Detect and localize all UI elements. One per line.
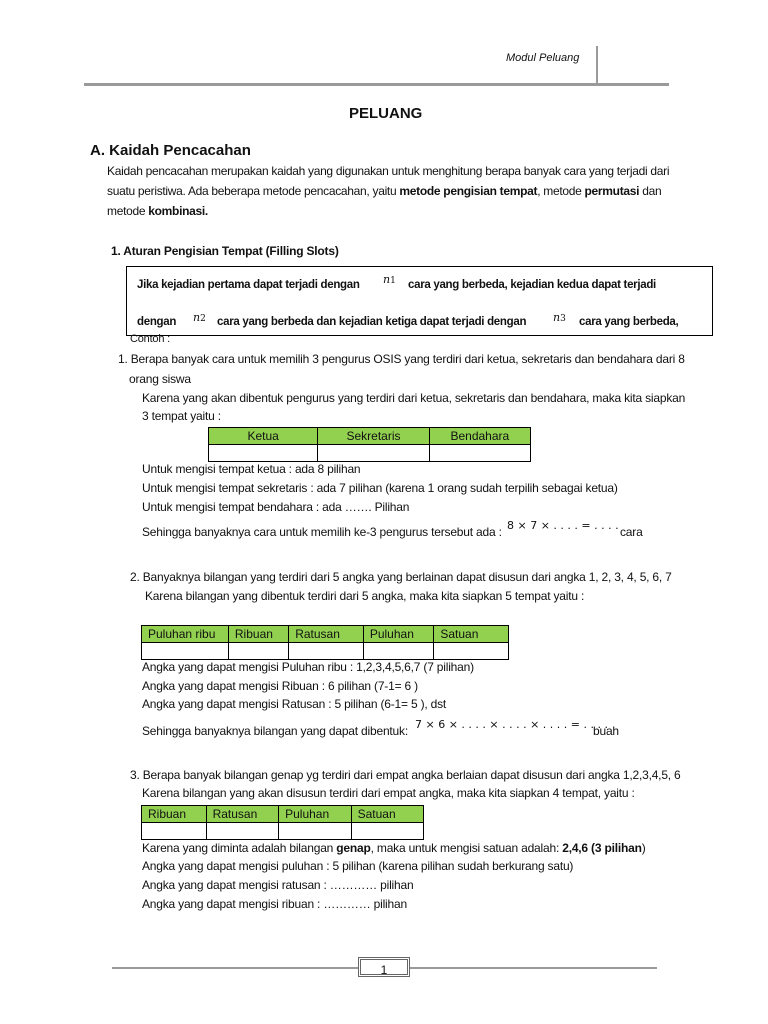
table2-header-ratusan: Ratusan — [289, 626, 364, 643]
example2-result-formula: 7 × 6 × . . . . × . . . . × . . . . = . . . . — [415, 718, 608, 731]
slots-table-2 — [141, 625, 509, 660]
page-number: 1 — [358, 957, 410, 977]
rule-box-line-1b: cara yang berbeda, kejadian kedua dapat terjadi — [408, 279, 656, 291]
table2-slot — [228, 643, 288, 660]
example3-fill-4: Angka yang dapat mengisi ribuan : ………… pilihan — [142, 897, 407, 911]
table2-slot — [363, 643, 434, 660]
intro-line-1: Kaidah pencacahan merupakan kaidah yang digunakan untuk menghitung berapa banyak cara yang terjadi dari — [107, 164, 670, 178]
example1-question-line1: 1. Berapa banyak cara untuk memilih 3 pengurus OSIS yang terdiri dari ketua, sekretaris dan bendahara dari 8 — [118, 352, 685, 366]
n3-symbol: n3 — [553, 311, 566, 324]
table1-slot — [318, 445, 429, 462]
example2-fill-3: Angka yang dapat mengisi Ratusan : 5 pilihan (6-1= 5 ), dst — [142, 697, 447, 711]
example1-explain-line1: Karena yang akan dibentuk pengurus yang terdiri dari ketua, sekretaris dan bendahara, maka kita siapkan — [142, 391, 686, 405]
example1-fill-2: Untuk mengisi tempat sekretaris : ada 7 pilihan (karena 1 orang sudah terpilih sebagai ketua) — [142, 481, 618, 495]
table1-header-ketua: Ketua — [209, 428, 318, 445]
example2-fill-1: Angka yang dapat mengisi Puluhan ribu : 1,2,3,4,5,6,7 (7 pilihan) — [142, 660, 474, 674]
table3-header-ribuan: Ribuan — [142, 806, 207, 823]
table1-slot — [429, 445, 530, 462]
rule-box-line-2c: cara yang berbeda, — [579, 316, 679, 328]
table2-header-puluhan-ribu: Puluhan ribu — [142, 626, 229, 643]
table1-slot — [209, 445, 318, 462]
example1-question-line2: orang siswa — [129, 372, 191, 386]
example1-fill-1: Untuk mengisi tempat ketua : ada 8 pilihan — [142, 462, 361, 476]
example1-result-formula: 8 × 7 × . . . . = . . . . — [507, 519, 619, 532]
table3-header-satuan: Satuan — [351, 806, 423, 823]
example3-question: 3. Berapa banyak bilangan genap yg terdiri dari empat angka berlaian dapat disusun dari angka 1,2,3,4,5, 6 — [130, 768, 681, 782]
example3-explain: Karena bilangan yang akan disusun terdiri dari empat angka, maka kita siapkan 4 tempat, yaitu : — [142, 786, 635, 800]
subsection-heading: 1. Aturan Pengisian Tempat (Filling Slots) — [111, 244, 339, 258]
contoh-label: Contoh : — [130, 333, 170, 345]
rule-box-line-1a: Jika kejadian pertama dapat terjadi dengan — [137, 279, 360, 291]
slots-table-1 — [208, 427, 531, 462]
n2-symbol: n2 — [193, 311, 206, 324]
table1-header-sekretaris: Sekretaris — [318, 428, 429, 445]
table2-slot — [434, 643, 509, 660]
table3-slot — [206, 823, 279, 840]
example3-fill-1: Karena yang diminta adalah bilangan genap, maka untuk mengisi satuan adalah: 2,4,6 (3 pilihan) — [142, 841, 646, 855]
example1-result-text: Sehingga banyaknya cara untuk memilih ke-3 pengurus tersebut ada : — [142, 525, 502, 539]
table2-slot — [289, 643, 364, 660]
section-heading: A. Kaidah Pencacahan — [90, 142, 251, 159]
n1-symbol: n1 — [383, 273, 396, 286]
page-title: PELUANG — [349, 105, 423, 122]
table3-header-puluhan: Puluhan — [279, 806, 352, 823]
example1-fill-3: Untuk mengisi tempat bendahara : ada ……. Pilihan — [142, 500, 410, 514]
module-title: Modul Peluang — [506, 52, 580, 64]
intro-line-3: metode kombinasi. — [107, 204, 208, 218]
slots-table-3 — [141, 805, 424, 840]
example3-fill-2: Angka yang dapat mengisi puluhan : 5 pilihan (karena pilihan sudah berkurang satu) — [142, 859, 574, 873]
table2-header-puluhan: Puluhan — [363, 626, 434, 643]
table2-slot — [142, 643, 229, 660]
header-vertical-rule — [596, 46, 598, 84]
rule-box-line-2a: dengan — [137, 316, 177, 328]
example3-fill-3: Angka yang dapat mengisi ratusan : ………… pilihan — [142, 878, 414, 892]
table1-header-bendahara: Bendahara — [429, 428, 530, 445]
example2-fill-2: Angka yang dapat mengisi Ribuan : 6 pilihan (7-1= 6 ) — [142, 679, 418, 693]
table2-header-ribuan: Ribuan — [228, 626, 288, 643]
example1-explain-line2: 3 tempat yaitu : — [142, 409, 221, 423]
example2-question: 2. Banyaknya bilangan yang terdiri dari 5 angka yang berlainan dapat disusun dari angka 1, 2, 3, 4, 5, 6, 7 — [130, 570, 672, 584]
table3-slot — [142, 823, 207, 840]
table2-header-satuan: Satuan — [434, 626, 509, 643]
header-rule — [84, 83, 669, 86]
table3-slot — [279, 823, 352, 840]
example2-explain: Karena bilangan yang dibentuk terdiri dari 5 angka, maka kita siapkan 5 tempat yaitu : — [145, 589, 585, 603]
rule-box-line-2b: cara yang berbeda dan kejadian ketiga dapat terjadi dengan — [217, 316, 527, 328]
table3-slot — [351, 823, 423, 840]
intro-line-2: suatu peristiwa. Ada beberapa metode pencacahan, yaitu metode pengisian tempat, metode permutasi dan — [107, 184, 662, 198]
example2-result-text: Sehingga banyaknya bilangan yang dapat dibentuk: — [142, 724, 408, 738]
example1-result-unit: cara — [620, 525, 643, 539]
table3-header-ratusan: Ratusan — [206, 806, 279, 823]
example2-result-unit: buah — [593, 724, 619, 738]
